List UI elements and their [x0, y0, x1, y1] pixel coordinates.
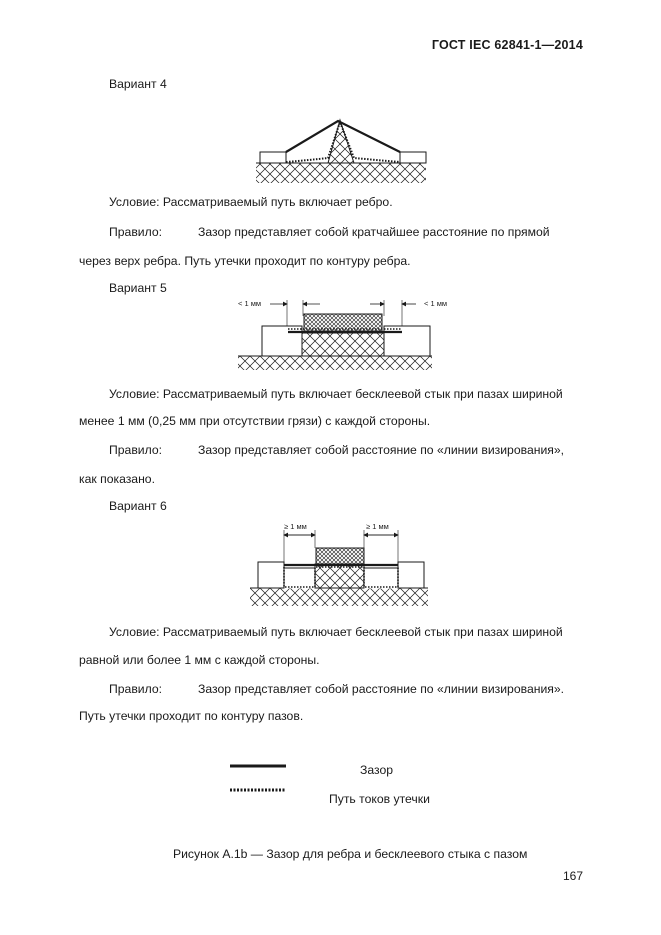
dim-left-label: ≥ 1 мм: [284, 522, 307, 531]
variant-5-title: Вариант 5: [109, 281, 167, 295]
document-header: ГОСТ IEC 62841-1—2014: [431, 38, 583, 52]
variant-4-rule-text: Зазор представляет собой кратчайшее расстояние по прямой: [198, 225, 550, 239]
variant-6-condition-continuation: равной или более 1 мм с каждой стороны.: [79, 653, 320, 667]
right-part: [384, 326, 430, 356]
left-part: [260, 152, 286, 163]
right-part: [398, 562, 424, 588]
variant-6-title: Вариант 6: [109, 499, 167, 513]
base-material: [256, 163, 426, 183]
variant-5-rule-label: Правило:: [109, 443, 163, 457]
variant-6-condition: Условие: Рассматриваемый путь включает бесклеевой стык при пазах шириной: [109, 625, 563, 639]
variant-5-condition-continuation: менее 1 мм (0,25 мм при отсутствии грязи) с каждой стороны.: [79, 414, 431, 428]
variant-4-figure: [250, 114, 430, 184]
dim-left-label: < 1 мм: [238, 299, 262, 308]
variant-6-rule-text: Зазор представляет собой расстояние по «линии визирования».: [198, 682, 565, 696]
variant-6-rule-label: Правило:: [109, 682, 163, 696]
variant-5-rule-continuation: как показано.: [79, 472, 155, 486]
dim-right-label: < 1 мм: [424, 299, 448, 308]
legend-clearance-label: Зазор: [360, 763, 394, 777]
dim-right-label: ≥ 1 мм: [366, 522, 389, 531]
figure-caption: Рисунок А.1b — Зазор для ребра и бесклеевого стыка с пазом: [173, 847, 528, 861]
cover-plate: [316, 548, 364, 564]
page-number: 167: [563, 869, 584, 883]
variant-5-figure: [230, 296, 448, 372]
legend-symbols: [228, 760, 290, 796]
variant-5-rule-text: Зазор представляет собой расстояние по «линии визирования»,: [198, 443, 565, 457]
variant-5-condition: Условие: Рассматриваемый путь включает бесклеевой стык при пазах шириной: [109, 387, 563, 401]
left-part: [258, 562, 284, 588]
right-part: [400, 152, 426, 163]
legend-creepage-label: Путь токов утечки: [329, 792, 430, 806]
variant-4-condition: Условие: Рассматриваемый путь включает ребро.: [109, 195, 393, 209]
variant-4-rule-label: Правило:: [109, 225, 163, 239]
variant-6-rule-continuation: Путь утечки проходит по контуру пазов.: [79, 709, 304, 723]
variant-4-rule-continuation: через верх ребра. Путь утечки проходит по контуру ребра.: [79, 254, 411, 268]
variant-6-figure: [240, 518, 436, 608]
left-part: [262, 326, 302, 356]
variant-4-title: Вариант 4: [109, 77, 167, 91]
